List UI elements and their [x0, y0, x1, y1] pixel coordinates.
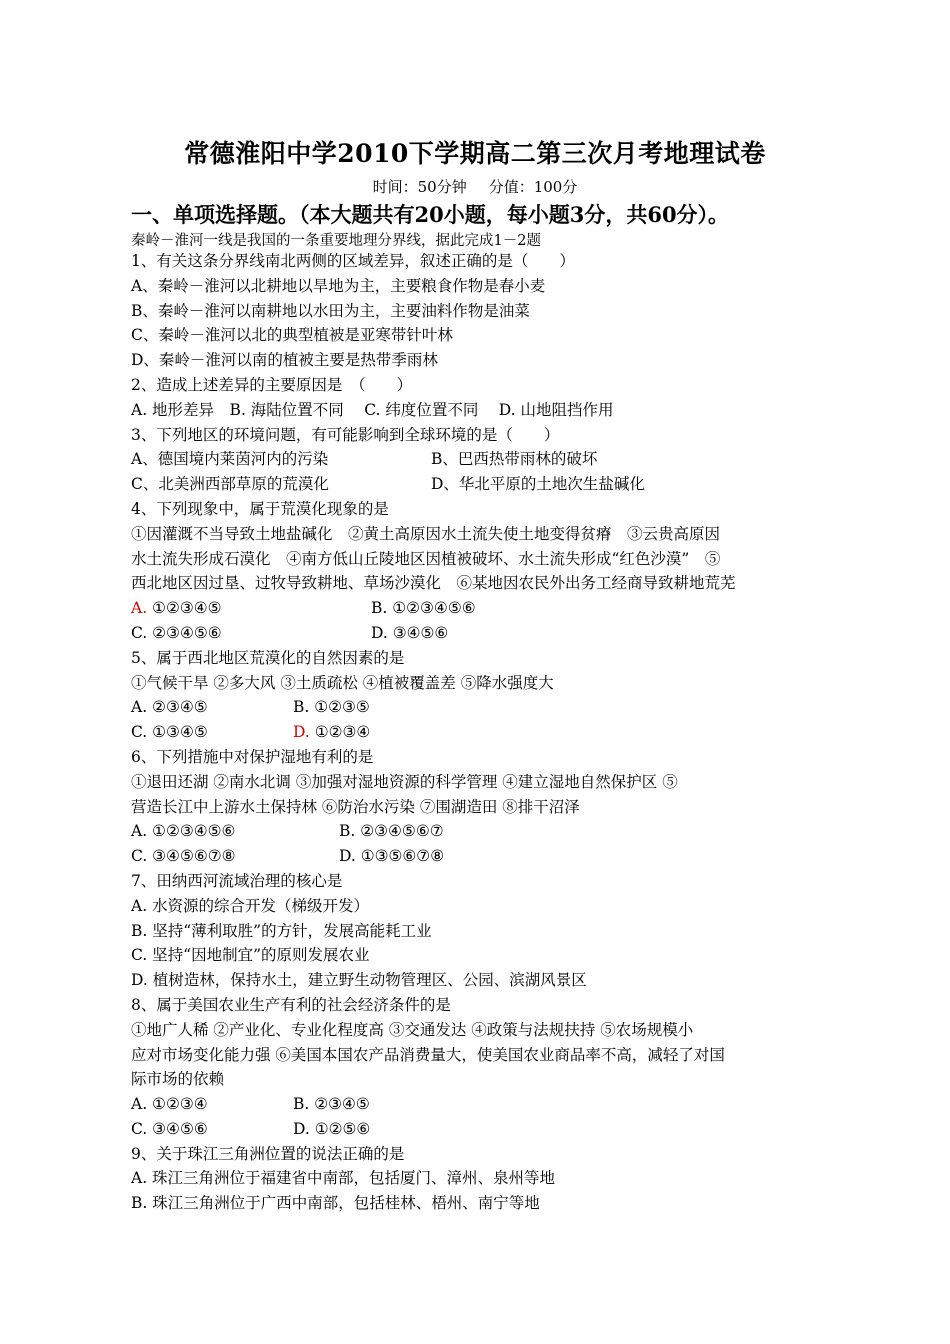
question-5-option-b: B. ①②③⑤ [293, 698, 370, 717]
question-3-option-c: C、北美洲西部草原的荒漠化 [131, 475, 329, 494]
question-5-items: ①气候干旱 ②多大风 ③土质疏松 ④植被覆盖差 ⑤降水强度大 [131, 673, 554, 692]
question-9-option-a: A. 珠江三角洲位于福建省中南部，包括厦门、漳州、泉州等地 [131, 1169, 556, 1188]
exam-score: 分值：100分 [488, 178, 578, 196]
question-4-stem: 4、下列现象中，属于荒漠化现象的是 [131, 499, 389, 518]
question-1-option-b: B、秦岭－淮河以南耕地以水田为主，主要油料作物是油菜 [131, 301, 530, 320]
question-4-option-a-letter: A. [131, 599, 148, 618]
question-4-option-b: B. ①②③④⑤⑥ [371, 599, 476, 618]
question-8-options-row-1 [131, 1092, 811, 1117]
question-5-options-row-1 [131, 695, 811, 720]
question-5-option-d-text: ①②③④ [309, 723, 371, 742]
question-1-option-a: A、秦岭－淮河以北耕地以旱地为主，主要粮食作物是春小麦 [131, 276, 546, 295]
question-4-items-line-3: 西北地区因过垦、过牧导致耕地、草场沙漠化 ⑥某地因农民外出务工经商导致耕地荒芜 [131, 574, 736, 593]
question-8-option-c: C. ③④⑤⑥ [131, 1119, 208, 1138]
question-3-option-a: A、德国境内莱茵河内的污染 [131, 450, 329, 469]
question-8-option-b: B. ②③④⑤ [293, 1095, 370, 1114]
question-6-options-row-2 [131, 844, 811, 869]
question-3-option-b: B、巴西热带雨林的破坏 [431, 450, 598, 469]
question-4-items-line-1: ①因灌溉不当导致土地盐碱化 ②黄土高原因水土流失使土地变得贫瘠 ③云贵高原因 [131, 524, 721, 543]
question-5-options-row-2 [131, 720, 811, 745]
question-1-option-c: C、秦岭－淮河以北的典型植被是亚寒带针叶林 [131, 326, 453, 345]
question-5-stem: 5、属于西北地区荒漠化的自然因素的是 [131, 648, 405, 667]
question-3-stem: 3、下列地区的环境问题，有可能影响到全球环境的是（ ） [131, 425, 560, 444]
section-title: 一、单项选择题。（本大题共有20小题，每小题3分，共60分）。 [131, 202, 730, 227]
question-1-stem: 1、有关这条分界线南北两侧的区域差异，叙述正确的是（ ） [131, 252, 575, 270]
question-3-option-d: D、华北平原的土地次生盐碱化 [431, 475, 645, 494]
question-9-stem: 9、关于珠江三角洲位置的说法正确的是 [131, 1144, 405, 1163]
question-list [131, 249, 811, 1216]
question-2-stem: 2、造成上述差异的主要原因是 （ ） [131, 375, 413, 394]
question-4-option-d: D. ③④⑤⑥ [371, 623, 449, 642]
question-4-option-c: C. ②③④⑤⑥ [131, 623, 222, 642]
question-7-option-a: A. 水资源的综合开发（梯级开发） [131, 896, 370, 915]
question-8-items-line-3: 际市场的依赖 [131, 1070, 225, 1089]
question-6-options-row-1 [131, 819, 811, 844]
question-6-option-a: A. ①②③④⑤⑥ [131, 822, 236, 841]
question-7-option-c: C. 坚持“因地制宜”的原则发展农业 [131, 946, 370, 965]
question-4-options-row-1 [131, 596, 811, 621]
question-5-option-d [293, 723, 370, 741]
question-4-options-row-2 [131, 621, 811, 646]
question-8-stem: 8、属于美国农业生产有利的社会经济条件的是 [131, 995, 451, 1014]
question-4-option-a [131, 596, 371, 621]
question-3-options-row-1 [131, 447, 811, 472]
question-5-option-c: C. ①③④⑤ [131, 723, 208, 742]
question-8-options-row-2 [131, 1117, 811, 1142]
question-6-option-b: B. ②③④⑤⑥⑦ [339, 822, 444, 841]
question-6-option-c: C. ③④⑤⑥⑦⑧ [131, 847, 236, 866]
question-6-items-line-2: 营造长江中上游水土保持林 ⑥防治水污染 ⑦围湖造田 ⑧排干沼泽 [131, 797, 580, 816]
exam-meta [0, 176, 950, 197]
question-6-stem: 6、下列措施中对保护湿地有利的是 [131, 747, 374, 766]
question-1-option-d: D、秦岭－淮河以南的植被主要是热带季雨林 [131, 351, 438, 370]
question-5-option-d-letter: D. [293, 723, 310, 742]
exam-title: 常德淮阳中学2010下学期高二第三次月考地理试卷 [184, 139, 766, 168]
question-3-options-row-2 [131, 472, 811, 497]
question-4-option-a-text: ①②③④⑤ [147, 599, 222, 618]
question-group-intro: 秦岭－淮河一线是我国的一条重要地理分界线，据此完成1－2题 [131, 233, 541, 249]
question-9-option-b: B. 珠江三角洲位于广西中南部，包括桂林、梧州、南宁等地 [131, 1194, 540, 1213]
question-8-option-a: A. ①②③④ [131, 1095, 208, 1114]
question-5-option-a: A. ②③④⑤ [131, 698, 208, 717]
question-6-items-line-1: ①退田还湖 ②南水北调 ③加强对湿地资源的科学管理 ④建立湿地自然保护区 ⑤ [131, 772, 678, 791]
question-6-option-d: D. ①③⑤⑥⑦⑧ [339, 847, 445, 866]
question-7-option-d: D. 植树造林，保持水土，建立野生动物管理区、公园、滨湖风景区 [131, 971, 587, 990]
exam-time: 时间：50分钟 [372, 178, 467, 196]
question-7-stem: 7、田纳西河流域治理的核心是 [131, 871, 343, 890]
question-7-option-b: B. 坚持“薄利取胜”的方针，发展高能耗工业 [131, 921, 432, 940]
question-8-items-line-2: 应对市场变化能力强 ⑥美国本国农产品消费量大，使美国农业商品率不高，减轻了对国 [131, 1045, 725, 1064]
question-8-option-d: D. ①②⑤⑥ [293, 1119, 371, 1138]
question-2-options: A. 地形差异 B. 海陆位置不同 C. 纬度位置不同 D. 山地阻挡作用 [131, 400, 614, 419]
question-4-items-line-2: 水土流失形成石漠化 ④南方低山丘陵地区因植被破坏、水土流失形成“红色沙漠” ⑤ [131, 549, 721, 568]
question-8-items-line-1: ①地广人稀 ②产业化、专业化程度高 ③交通发达 ④政策与法规扶持 ⑤农场规模小 [131, 1020, 694, 1039]
